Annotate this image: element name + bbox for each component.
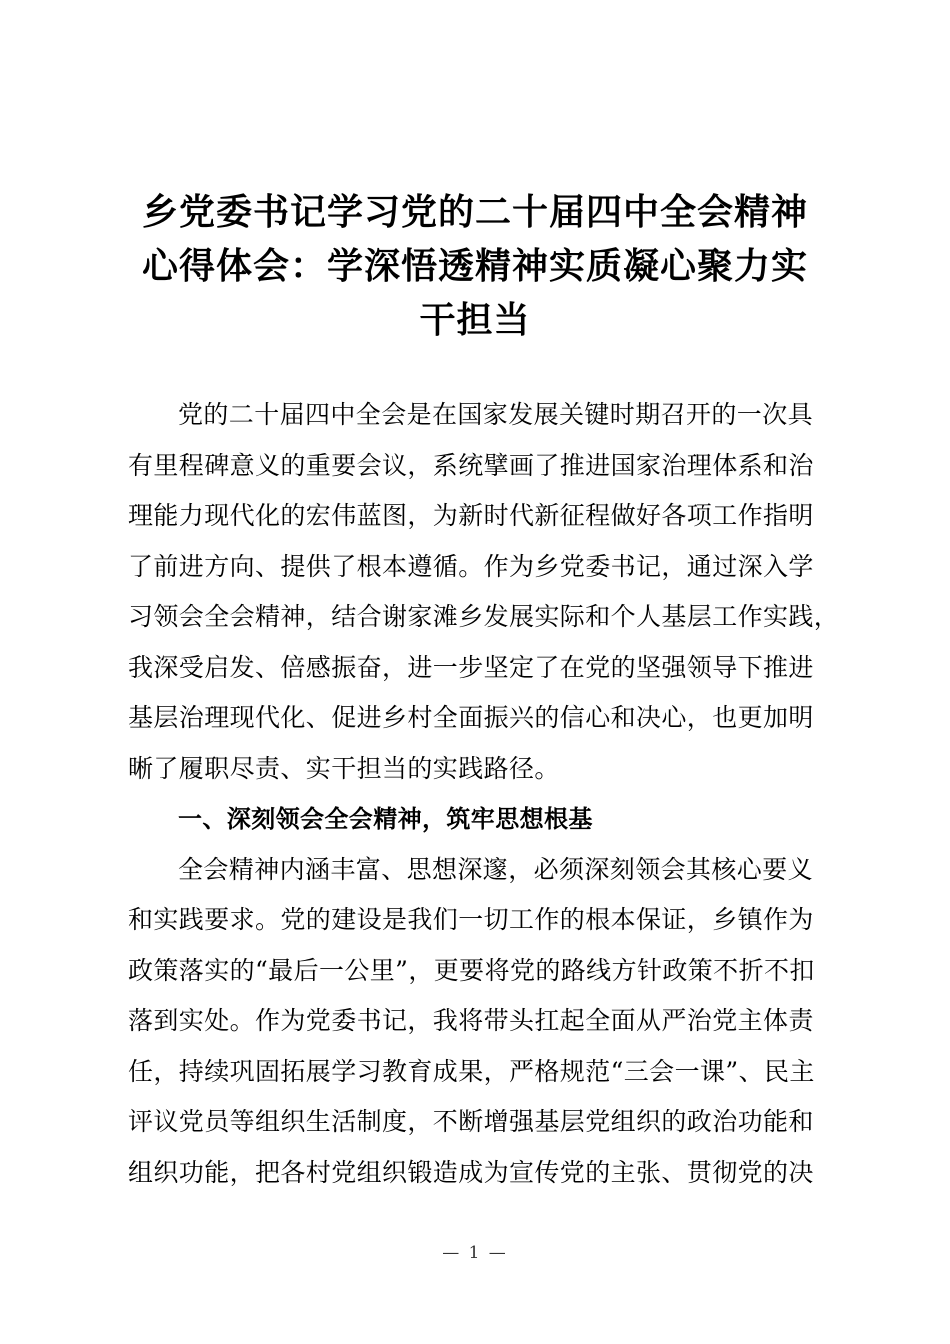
paragraph-line: 和实践要求。党的建设是我们一切工作的根本保证，乡镇作为 [128,905,814,934]
paragraph-line: 了前进方向、提供了根本遵循。作为乡党委书记，通过深入学 [128,551,814,581]
paragraph-line: 党的二十届四中全会是在国家发展关键时期召开的一次具 [178,400,814,429]
intro-paragraph [128,390,840,794]
title-line: 乡党委书记学习党的二十届四中全会精神 [141,192,808,233]
paragraph-line: 落到实处。作为党委书记，我将带头扛起全面从严治党主体责 [128,1006,814,1035]
document-title [120,186,830,348]
paragraph-line: 理能力现代化的宏伟蓝图，为新时代新征程做好各项工作指明 [128,501,814,530]
title-line: 心得体会：学深悟透精神实质凝心聚力实 [141,246,808,287]
title-line: 干担当 [419,300,531,341]
paragraph-line: 我深受启发、倍感振奋，进一步坚定了在党的坚强领导下推进 [128,652,814,682]
paragraph-line: 任，持续巩固拓展学习教育成果，严格规范“三会一课”、民主 [128,1056,815,1086]
paragraph-line: 评议党员等组织生活制度，不断增强基层党组织的政治功能和 [128,1107,814,1136]
section-1-paragraph [128,845,828,1199]
section-heading: 一、深刻领会全会精神，筑牢思想根基 [178,805,593,833]
paragraph-line: 组织功能，把各村党组织锻造成为宣传党的主张、贯彻党的决 [128,1157,814,1187]
page-number: — 1 — [442,1243,508,1263]
paragraph-line: 全会精神内涵丰富、思想深邃，必须深刻领会其核心要义 [178,854,814,884]
paragraph-line: 基层治理现代化、促进乡村全面振兴的信心和决心，也更加明 [128,703,814,732]
document-body [128,390,840,1198]
paragraph-line: 有里程碑意义的重要会议，系统擘画了推进国家治理体系和治 [128,450,814,480]
paragraph-line: 政策落实的“最后一公里”，更要将党的路线方针政策不折不扣 [128,955,815,985]
paragraph-line: 晰了履职尽责、实干担当的实践路径。 [128,753,560,783]
paragraph-line: 习领会全会精神，结合谢家滩乡发展实际和个人基层工作实践， [128,602,840,631]
